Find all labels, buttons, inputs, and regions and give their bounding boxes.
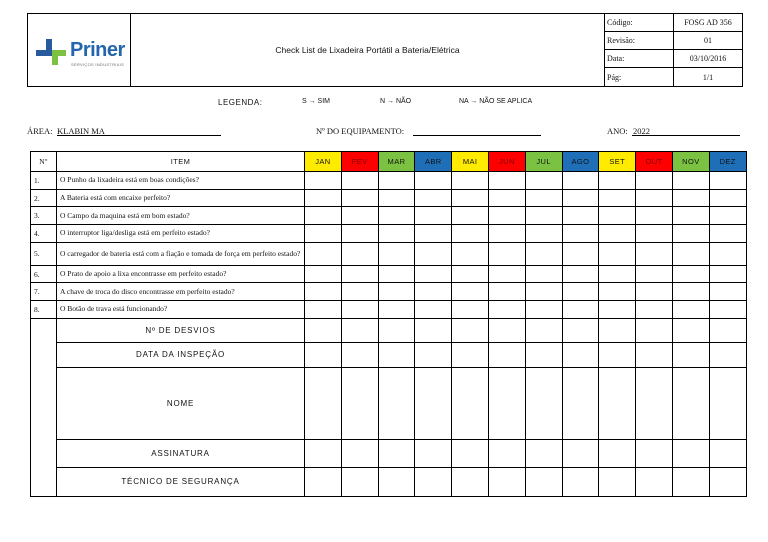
check-cell[interactable] xyxy=(562,301,599,319)
check-cell[interactable] xyxy=(636,342,673,367)
check-cell[interactable] xyxy=(415,283,452,301)
month-header-2: MAR xyxy=(378,152,415,172)
check-cell[interactable] xyxy=(488,467,525,496)
check-cell[interactable] xyxy=(452,367,489,439)
check-cell[interactable] xyxy=(415,225,452,243)
item-number: 5. xyxy=(31,242,57,265)
check-cell[interactable] xyxy=(672,225,709,243)
check-cell[interactable] xyxy=(488,242,525,265)
check-cell[interactable] xyxy=(672,265,709,283)
check-cell[interactable] xyxy=(562,207,599,225)
blank-number-cell xyxy=(31,318,57,496)
check-cell[interactable] xyxy=(562,318,599,342)
equipment-field[interactable] xyxy=(413,135,541,136)
table-row xyxy=(31,172,747,190)
check-cell[interactable] xyxy=(452,189,489,207)
check-cell[interactable] xyxy=(488,283,525,301)
item-number: 1. xyxy=(31,172,57,190)
check-cell[interactable] xyxy=(672,318,709,342)
check-cell[interactable] xyxy=(709,265,746,283)
check-cell[interactable] xyxy=(709,242,746,265)
check-cell[interactable] xyxy=(305,342,342,367)
check-cell[interactable] xyxy=(452,283,489,301)
check-cell[interactable] xyxy=(562,225,599,243)
check-cell[interactable] xyxy=(709,439,746,467)
check-cell[interactable] xyxy=(305,318,342,342)
check-cell[interactable] xyxy=(672,467,709,496)
check-cell[interactable] xyxy=(636,318,673,342)
check-cell[interactable] xyxy=(415,301,452,319)
safety-technician-row xyxy=(31,467,747,496)
check-cell[interactable] xyxy=(452,301,489,319)
check-cell[interactable] xyxy=(378,467,415,496)
inspection-date-row xyxy=(31,342,747,367)
item-text: O Punho da lixadeira está em boas condições? xyxy=(57,172,305,190)
check-cell[interactable] xyxy=(562,342,599,367)
month-header-7: AGO xyxy=(562,152,599,172)
check-cell[interactable] xyxy=(636,367,673,439)
check-cell[interactable] xyxy=(378,242,415,265)
table-row xyxy=(31,225,747,243)
table-row xyxy=(31,207,747,225)
legend-nao: N → NÃO xyxy=(380,98,412,105)
check-cell[interactable] xyxy=(709,207,746,225)
check-cell[interactable] xyxy=(562,367,599,439)
check-cell[interactable] xyxy=(525,301,562,319)
check-cell[interactable] xyxy=(599,318,636,342)
check-cell[interactable] xyxy=(599,207,636,225)
meta-value: 1/1 xyxy=(674,68,743,87)
check-cell[interactable] xyxy=(599,467,636,496)
signature-row xyxy=(31,439,747,467)
item-text: O Botão de trava está funcionando? xyxy=(57,301,305,319)
check-cell[interactable] xyxy=(378,207,415,225)
check-cell[interactable] xyxy=(599,225,636,243)
check-cell[interactable] xyxy=(525,207,562,225)
check-cell[interactable] xyxy=(525,283,562,301)
check-cell[interactable] xyxy=(415,439,452,467)
table-header-row xyxy=(31,152,747,172)
month-header-0: JAN xyxy=(305,152,342,172)
check-cell[interactable] xyxy=(636,265,673,283)
check-cell[interactable] xyxy=(709,189,746,207)
company-logo xyxy=(34,36,129,72)
check-cell[interactable] xyxy=(305,172,342,190)
item-number: 7. xyxy=(31,283,57,301)
check-cell[interactable] xyxy=(709,367,746,439)
check-cell[interactable] xyxy=(709,283,746,301)
check-cell[interactable] xyxy=(525,342,562,367)
check-cell[interactable] xyxy=(378,301,415,319)
table-row xyxy=(31,301,747,319)
item-number: 3. xyxy=(31,207,57,225)
area-underline xyxy=(57,135,221,136)
item-text: A Bateria está com encaixe perfeito? xyxy=(57,189,305,207)
check-cell[interactable] xyxy=(672,342,709,367)
check-cell[interactable] xyxy=(452,207,489,225)
name-label: NOME xyxy=(57,367,305,439)
check-cell[interactable] xyxy=(305,439,342,467)
check-cell[interactable] xyxy=(452,439,489,467)
table-row xyxy=(31,189,747,207)
check-cell[interactable] xyxy=(378,318,415,342)
check-cell[interactable] xyxy=(599,301,636,319)
check-cell[interactable] xyxy=(378,172,415,190)
document-header xyxy=(27,13,743,87)
check-cell[interactable] xyxy=(341,439,378,467)
item-number: 6. xyxy=(31,265,57,283)
check-cell[interactable] xyxy=(341,242,378,265)
check-cell[interactable] xyxy=(562,439,599,467)
check-cell[interactable] xyxy=(452,467,489,496)
check-cell[interactable] xyxy=(341,207,378,225)
month-header-8: SET xyxy=(599,152,636,172)
year-value: 2022 xyxy=(633,126,650,136)
check-cell[interactable] xyxy=(709,301,746,319)
check-cell[interactable] xyxy=(305,301,342,319)
check-cell[interactable] xyxy=(488,318,525,342)
table-row xyxy=(31,265,747,283)
month-header-6: JUL xyxy=(525,152,562,172)
check-cell[interactable] xyxy=(525,318,562,342)
check-cell[interactable] xyxy=(709,225,746,243)
check-cell[interactable] xyxy=(378,225,415,243)
priner-logo-icon xyxy=(36,39,66,65)
check-cell[interactable] xyxy=(341,265,378,283)
check-cell[interactable] xyxy=(709,342,746,367)
check-cell[interactable] xyxy=(341,189,378,207)
year-label: ANO: xyxy=(607,126,628,136)
check-cell[interactable] xyxy=(672,189,709,207)
check-cell[interactable] xyxy=(672,301,709,319)
check-cell[interactable] xyxy=(709,318,746,342)
check-cell[interactable] xyxy=(415,172,452,190)
item-text: O Campo da maquina está em bom estado? xyxy=(57,207,305,225)
item-number: 2. xyxy=(31,189,57,207)
check-cell[interactable] xyxy=(636,172,673,190)
check-cell[interactable] xyxy=(488,342,525,367)
item-text: O Prato de apoio a lixa encontrasse em perfeito estado? xyxy=(57,265,305,283)
column-header-item: ITEM xyxy=(57,152,305,172)
item-text: O interruptor liga/desliga está em perfeito estado? xyxy=(57,225,305,243)
check-cell[interactable] xyxy=(488,265,525,283)
check-cell[interactable] xyxy=(305,265,342,283)
item-text: O carregador de bateria está com a fiação e tomada de força em perfeito estado? xyxy=(57,242,305,265)
check-cell[interactable] xyxy=(415,189,452,207)
check-cell[interactable] xyxy=(525,242,562,265)
meta-label: Código: xyxy=(605,14,674,32)
check-cell[interactable] xyxy=(305,189,342,207)
meta-label: Revisão: xyxy=(605,32,674,50)
check-cell[interactable] xyxy=(599,283,636,301)
check-cell[interactable] xyxy=(452,225,489,243)
check-cell[interactable] xyxy=(452,265,489,283)
check-cell[interactable] xyxy=(378,342,415,367)
check-cell[interactable] xyxy=(599,342,636,367)
check-cell[interactable] xyxy=(636,301,673,319)
check-cell[interactable] xyxy=(378,439,415,467)
check-cell[interactable] xyxy=(341,172,378,190)
check-cell[interactable] xyxy=(599,439,636,467)
check-cell[interactable] xyxy=(636,225,673,243)
year-underline xyxy=(632,135,740,136)
check-cell[interactable] xyxy=(599,189,636,207)
check-cell[interactable] xyxy=(709,172,746,190)
check-cell[interactable] xyxy=(672,283,709,301)
item-number: 8. xyxy=(31,301,57,319)
column-header-number: Nº xyxy=(31,152,57,172)
check-cell[interactable] xyxy=(305,242,342,265)
check-cell[interactable] xyxy=(305,283,342,301)
check-cell[interactable] xyxy=(562,189,599,207)
check-cell[interactable] xyxy=(488,172,525,190)
month-header-4: MAI xyxy=(452,152,489,172)
check-cell[interactable] xyxy=(305,225,342,243)
check-cell[interactable] xyxy=(672,207,709,225)
check-cell[interactable] xyxy=(599,265,636,283)
check-cell[interactable] xyxy=(636,189,673,207)
check-cell[interactable] xyxy=(562,242,599,265)
check-cell[interactable] xyxy=(415,242,452,265)
check-cell[interactable] xyxy=(525,265,562,283)
legend-sim: S → SIM xyxy=(302,98,331,105)
check-cell[interactable] xyxy=(636,207,673,225)
item-text: A chave de troca do disco encontrasse em perfeito estado? xyxy=(57,283,305,301)
check-cell[interactable] xyxy=(341,367,378,439)
check-cell[interactable] xyxy=(305,207,342,225)
check-cell[interactable] xyxy=(672,367,709,439)
company-name: Priner xyxy=(70,39,125,61)
name-row xyxy=(31,367,747,439)
check-cell[interactable] xyxy=(415,318,452,342)
meta-label: Data: xyxy=(605,50,674,68)
legend-title: LEGENDA: xyxy=(218,98,263,107)
check-cell[interactable] xyxy=(672,242,709,265)
check-cell[interactable] xyxy=(525,189,562,207)
month-header-3: ABR xyxy=(415,152,452,172)
month-header-10: NOV xyxy=(672,152,709,172)
area-value: KLABIN MA xyxy=(57,126,105,136)
table-row xyxy=(31,283,747,301)
legend-na: NA → NÃO SE APLICA xyxy=(459,98,533,105)
table-row xyxy=(31,242,747,265)
checklist-table xyxy=(30,151,747,497)
check-cell[interactable] xyxy=(562,467,599,496)
check-cell[interactable] xyxy=(488,189,525,207)
check-cell[interactable] xyxy=(488,439,525,467)
check-cell[interactable] xyxy=(636,439,673,467)
check-cell[interactable] xyxy=(525,467,562,496)
check-cell[interactable] xyxy=(525,367,562,439)
check-cell[interactable] xyxy=(378,189,415,207)
check-cell[interactable] xyxy=(709,467,746,496)
check-cell[interactable] xyxy=(488,301,525,319)
month-header-9: OUT xyxy=(636,152,673,172)
check-cell[interactable] xyxy=(452,318,489,342)
meta-value: 03/10/2016 xyxy=(674,50,743,68)
check-cell[interactable] xyxy=(378,283,415,301)
check-cell[interactable] xyxy=(599,367,636,439)
check-cell[interactable] xyxy=(305,367,342,439)
item-number: 4. xyxy=(31,225,57,243)
month-header-11: DEZ xyxy=(709,152,746,172)
check-cell[interactable] xyxy=(562,265,599,283)
check-cell[interactable] xyxy=(378,367,415,439)
check-cell[interactable] xyxy=(672,439,709,467)
document-title: Check List de Lixadeira Portátil a Bateria/Elétrica xyxy=(131,14,605,87)
deviation-count-row xyxy=(31,318,747,342)
equipment-label: Nº DO EQUIPAMENTO: xyxy=(316,126,405,136)
meta-value: FOSG AD 356 xyxy=(674,14,743,32)
check-cell[interactable] xyxy=(341,467,378,496)
deviation-count-label: Nº DE DESVIOS xyxy=(57,318,305,342)
logo-cell xyxy=(28,14,131,87)
inspection-date-label: DATA DA INSPEÇÃO xyxy=(57,342,305,367)
safety-technician-label: TÉCNICO DE SEGURANÇA xyxy=(57,467,305,496)
check-cell[interactable] xyxy=(525,225,562,243)
check-cell[interactable] xyxy=(488,225,525,243)
check-cell[interactable] xyxy=(562,283,599,301)
check-cell[interactable] xyxy=(452,342,489,367)
check-cell[interactable] xyxy=(636,467,673,496)
company-tagline: SERVIÇOS INDUSTRIAIS xyxy=(71,62,125,67)
signature-label: ASSINATURA xyxy=(57,439,305,467)
check-cell[interactable] xyxy=(525,172,562,190)
check-cell[interactable] xyxy=(488,207,525,225)
check-cell[interactable] xyxy=(415,342,452,367)
check-cell[interactable] xyxy=(341,318,378,342)
month-header-5: JUN xyxy=(488,152,525,172)
check-cell[interactable] xyxy=(341,283,378,301)
check-cell[interactable] xyxy=(599,242,636,265)
check-cell[interactable] xyxy=(415,367,452,439)
check-cell[interactable] xyxy=(378,265,415,283)
check-cell[interactable] xyxy=(488,367,525,439)
check-cell[interactable] xyxy=(341,342,378,367)
check-cell[interactable] xyxy=(452,242,489,265)
check-cell[interactable] xyxy=(305,467,342,496)
check-cell[interactable] xyxy=(415,265,452,283)
check-cell[interactable] xyxy=(599,172,636,190)
check-cell[interactable] xyxy=(415,207,452,225)
check-cell[interactable] xyxy=(452,172,489,190)
check-cell[interactable] xyxy=(415,467,452,496)
meta-label: Pág: xyxy=(605,68,674,87)
check-cell[interactable] xyxy=(341,301,378,319)
check-cell[interactable] xyxy=(562,172,599,190)
check-cell[interactable] xyxy=(341,225,378,243)
check-cell[interactable] xyxy=(672,172,709,190)
check-cell[interactable] xyxy=(525,439,562,467)
month-header-1: FEV xyxy=(341,152,378,172)
meta-value: 01 xyxy=(674,32,743,50)
area-label: ÁREA: xyxy=(27,126,53,136)
check-cell[interactable] xyxy=(636,242,673,265)
check-cell[interactable] xyxy=(636,283,673,301)
